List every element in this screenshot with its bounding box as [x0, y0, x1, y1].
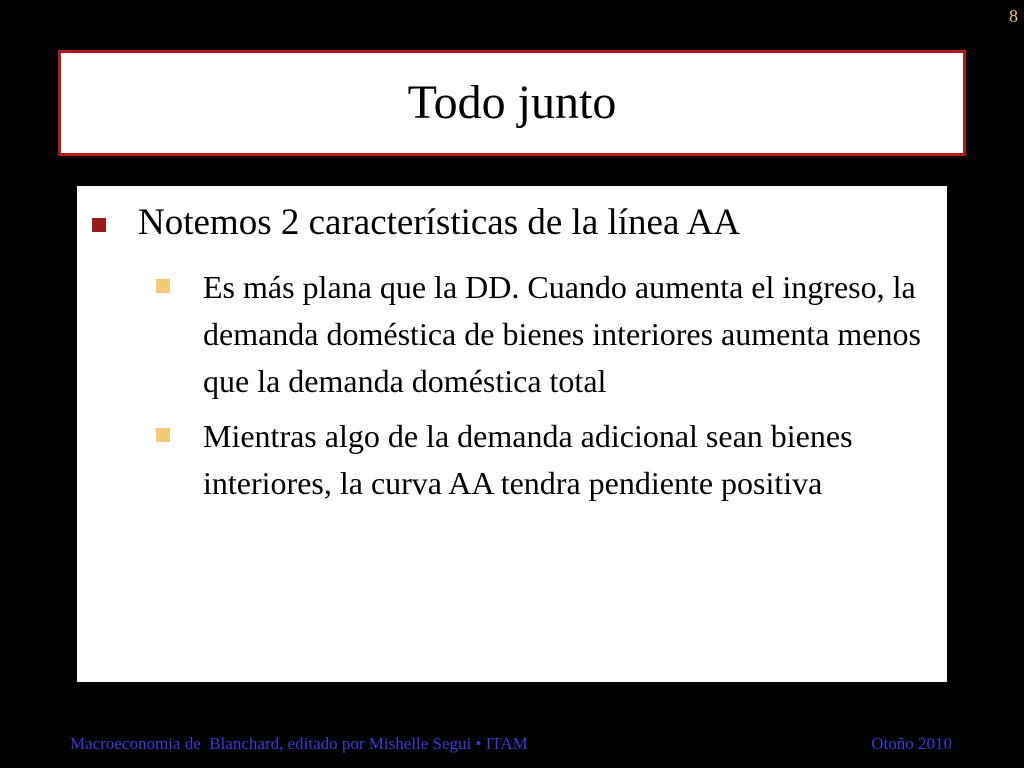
sub-bullet-text: Es más plana que la DD. Cuando aumenta el ingreso, la demanda doméstica de bienes interiores aumenta menos que la demanda doméstica total: [203, 269, 921, 399]
sub-bullet-list: [77, 264, 947, 515]
content-box: [77, 186, 947, 682]
footer-date: Otoño 2010: [871, 734, 952, 753]
square-bullet-icon: [156, 428, 170, 442]
square-bullet-icon: [92, 218, 106, 232]
square-bullet-icon: [156, 279, 170, 293]
sub-bullet: [77, 264, 947, 405]
sub-bullet: [77, 413, 947, 507]
slide-title: Todo junto: [407, 76, 617, 129]
title-box: [58, 50, 966, 156]
slide-number: 8: [1009, 6, 1018, 26]
footer-credit: Macroeconomia de Blanchard, editado por Mishelle Segui • ITAM: [70, 734, 528, 753]
main-bullet-text: Notemos 2 características de la línea AA: [138, 202, 741, 243]
sub-bullet-text: Mientras algo de la demanda adicional sean bienes interiores, la curva AA tendra pendiente positiva: [203, 418, 853, 501]
